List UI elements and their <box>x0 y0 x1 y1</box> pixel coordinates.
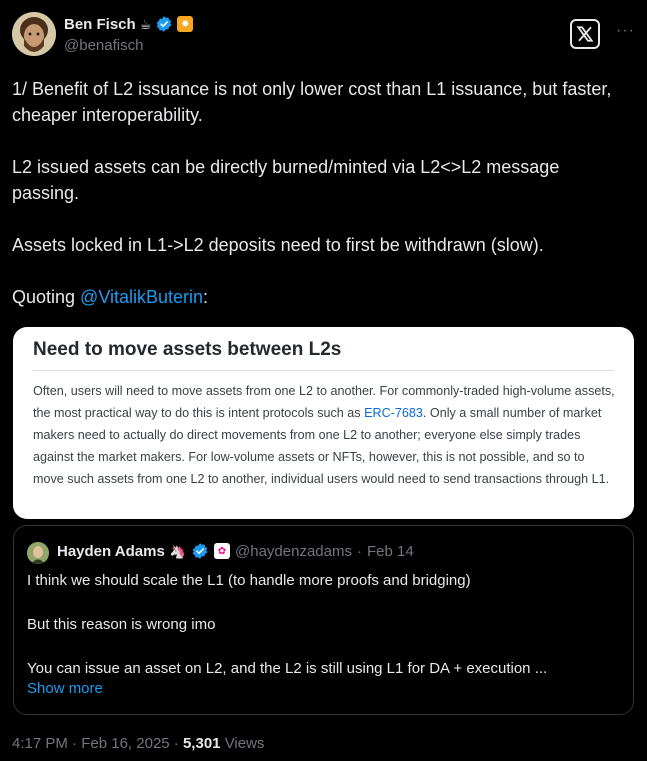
author-display-name[interactable]: Ben Fisch <box>64 15 136 33</box>
quote-card-title: Need to move assets between L2s <box>33 339 342 360</box>
tweet-date[interactable]: Feb 16, 2025 <box>81 735 170 752</box>
author-avatar[interactable] <box>12 12 56 56</box>
affiliate-badge-icon: ✹ <box>177 16 193 32</box>
verified-badge-icon <box>155 15 173 33</box>
embed-paragraph-1: I think we should scale the L1 (to handle more proofs and bridging) <box>27 572 471 589</box>
meta-dot: · <box>72 735 78 752</box>
tweet-body <box>12 76 622 310</box>
show-more-link[interactable]: Show more <box>27 680 103 697</box>
quote-card-text-1: Often, users will need to move assets from one L2 to another. For commonly-traded high-volume assets, the most practical way to do this is intent protocols such as <box>33 384 615 420</box>
author-handle[interactable]: @benafisch <box>64 37 144 54</box>
quoting-line <box>12 284 622 310</box>
embed-avatar[interactable] <box>27 542 49 564</box>
erc-link[interactable]: ERC-7683 <box>364 406 423 420</box>
x-logo-icon[interactable] <box>570 19 600 49</box>
mention-link[interactable]: @VitalikButerin <box>80 287 204 307</box>
quoting-suffix: : <box>203 287 209 307</box>
views-count[interactable]: 5,301 <box>182 735 221 752</box>
quote-card-body <box>33 380 618 490</box>
unicorn-emoji: 🦄 <box>169 543 186 559</box>
embed-paragraph-3: You can issue an asset on L2, and the L2 is still using L1 for DA + execution ... <box>27 660 548 677</box>
tweet-time[interactable]: 4:17 PM <box>12 735 68 752</box>
quoting-prefix: Quoting <box>12 287 81 307</box>
divider <box>33 370 614 371</box>
meta-dot: · <box>173 735 179 752</box>
verified-badge-icon <box>191 542 209 560</box>
uniswap-badge-icon: ✿ <box>214 543 230 559</box>
embed-display-name[interactable]: Hayden Adams <box>57 542 165 560</box>
embedded-tweet[interactable] <box>13 525 634 715</box>
coffee-emoji: ☕ <box>139 16 152 32</box>
tweet-meta <box>12 735 264 752</box>
embed-handle[interactable]: @haydenzadams <box>235 542 352 560</box>
tweet-header <box>12 12 635 60</box>
quote-card-text-2: . Only a small number of market makers need to actually do direct movements from one L2 to another; everyone else simply trades against the market makers. For low-volume assets or NFTs, however, this is not possible, and so to move such assets from one L2 to another, individual users would need to send transactions through L1. <box>33 406 610 486</box>
tweet-paragraph-2: L2 issued assets can be directly burned/minted via L2<>L2 message passing. <box>12 157 560 203</box>
embed-paragraph-2: But this reason is wrong imo <box>27 616 216 633</box>
tweet-paragraph-1: 1/ Benefit of L2 issuance is not only lower cost than L1 issuance, but faster, cheaper interoperability. <box>12 79 612 125</box>
quoted-image-card[interactable] <box>13 327 634 519</box>
embed-date[interactable]: Feb 14 <box>366 542 414 560</box>
tweet-paragraph-3: Assets locked in L1->L2 deposits need to first be withdrawn (slow). <box>12 235 544 255</box>
embed-separator: · <box>356 542 362 560</box>
embed-body <box>27 570 622 680</box>
views-label: Views <box>224 735 265 752</box>
more-horizontal-icon[interactable]: ··· <box>616 22 635 39</box>
